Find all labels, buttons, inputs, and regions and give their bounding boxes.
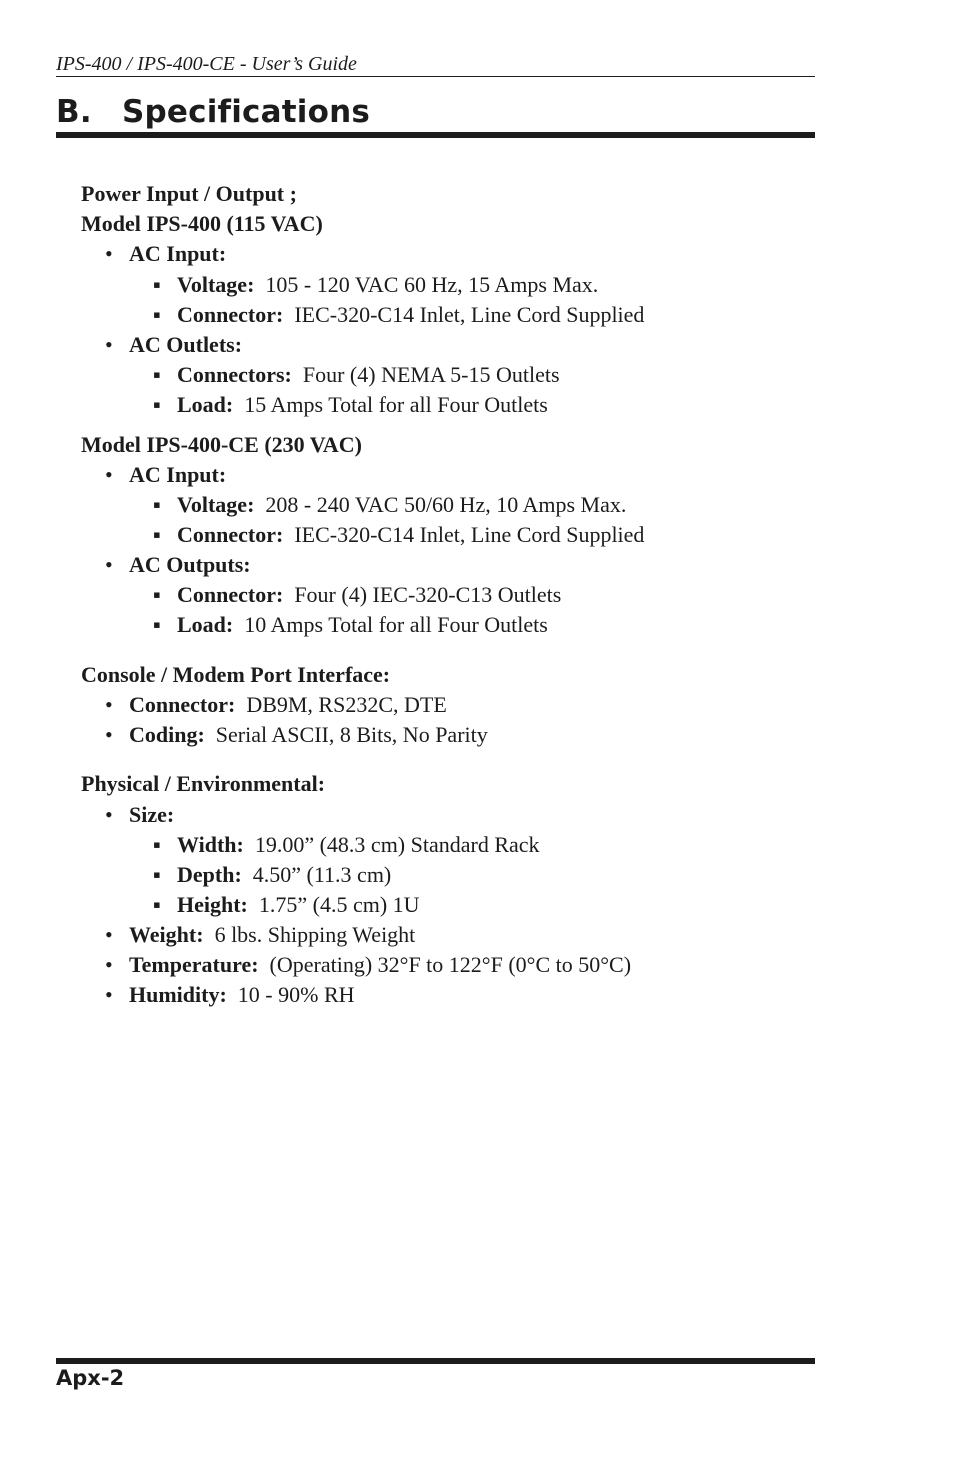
square-marker: ▪ (153, 582, 161, 607)
square-marker: ▪ (153, 492, 161, 517)
connector-value: Four (4) IEC-320-C13 Outlets (294, 582, 562, 607)
list-item (105, 692, 447, 718)
width-value: 19.00” (48.3 cm) Standard Rack (254, 832, 540, 857)
list-item (153, 302, 644, 328)
list-item (105, 552, 251, 578)
list-item (153, 862, 391, 888)
square-marker: ▪ (153, 272, 161, 297)
square-marker: ▪ (153, 392, 161, 417)
square-marker: ▪ (153, 612, 161, 637)
voltage-value: 105 - 120 VAC 60 Hz, 15 Amps Max. (265, 272, 599, 297)
square-marker: ▪ (153, 302, 161, 327)
list-item (105, 952, 631, 978)
temperature-label: Temperature: (129, 952, 259, 977)
voltage-label: Voltage: (177, 492, 255, 517)
list-item (153, 582, 561, 608)
list-item (153, 272, 598, 298)
voltage-label: Voltage: (177, 272, 255, 297)
list-item (153, 492, 626, 518)
connector-value: IEC-320-C14 Inlet, Line Cord Supplied (294, 302, 645, 327)
bullet-marker: • (105, 462, 113, 487)
list-item (153, 362, 560, 388)
list-item (153, 892, 420, 918)
size-label: Size: (129, 802, 175, 827)
physical-heading: Physical / Environmental: (81, 771, 326, 796)
page-number: Apx-2 (56, 1366, 125, 1390)
list-item (153, 522, 644, 548)
weight-label: Weight: (129, 922, 204, 947)
coding-label: Coding: (129, 722, 205, 747)
list-item (105, 332, 242, 358)
depth-value: 4.50” (11.3 cm) (252, 862, 392, 887)
footer-rule (56, 1358, 815, 1364)
model-ips400ce-heading: Model IPS-400-CE (230 VAC) (81, 432, 362, 457)
connector-label: Connector: (177, 522, 284, 547)
load-label: Load: (177, 612, 234, 637)
header-rule (56, 76, 815, 77)
load-value: 15 Amps Total for all Four Outlets (244, 392, 548, 417)
weight-value: 6 lbs. Shipping Weight (214, 922, 416, 947)
square-marker: ▪ (153, 862, 161, 887)
ac-input-label: AC Input: (129, 241, 227, 266)
title-rule (56, 132, 815, 138)
bullet-marker: • (105, 952, 113, 977)
width-label: Width: (177, 832, 244, 857)
height-value: 1.75” (4.5 cm) 1U (258, 892, 420, 917)
bullet-marker: • (105, 802, 113, 827)
square-marker: ▪ (153, 362, 161, 387)
list-item (153, 832, 540, 858)
bullet-marker: • (105, 332, 113, 357)
load-label: Load: (177, 392, 234, 417)
connector-label: Connector: (129, 692, 236, 717)
connector-label: Connector: (177, 302, 284, 327)
humidity-value: 10 - 90% RH (237, 982, 355, 1007)
ac-outputs-label: AC Outputs: (129, 552, 251, 577)
connector-label: Connector: (177, 582, 284, 607)
list-item (153, 392, 548, 418)
list-item (153, 612, 548, 638)
height-label: Height: (177, 892, 248, 917)
voltage-value: 208 - 240 VAC 50/60 Hz, 10 Amps Max. (265, 492, 627, 517)
section-title (56, 92, 370, 132)
console-heading: Console / Modem Port Interface: (81, 662, 391, 687)
bullet-marker: • (105, 922, 113, 947)
load-value: 10 Amps Total for all Four Outlets (244, 612, 548, 637)
list-item (105, 722, 488, 748)
humidity-label: Humidity: (129, 982, 227, 1007)
connector-value: DB9M, RS232C, DTE (246, 692, 447, 717)
bullet-marker: • (105, 722, 113, 747)
square-marker: ▪ (153, 522, 161, 547)
bullet-marker: • (105, 982, 113, 1007)
bullet-marker: • (105, 692, 113, 717)
section-number: B. (56, 94, 92, 130)
running-header: IPS-400 / IPS-400-CE - User’s Guide (56, 53, 357, 75)
square-marker: ▪ (153, 892, 161, 917)
list-item (105, 462, 226, 488)
connectors-value: Four (4) NEMA 5-15 Outlets (302, 362, 560, 387)
connector-value: IEC-320-C14 Inlet, Line Cord Supplied (294, 522, 645, 547)
coding-value: Serial ASCII, 8 Bits, No Parity (215, 722, 488, 747)
bullet-marker: • (105, 552, 113, 577)
power-heading: Power Input / Output ; (81, 181, 297, 206)
bullet-marker: • (105, 241, 113, 266)
section-title-text: Specifications (122, 94, 371, 130)
list-item (105, 982, 355, 1008)
list-item (105, 241, 226, 267)
list-item (105, 802, 174, 828)
list-item (105, 922, 415, 948)
ac-outlets-label: AC Outlets: (129, 332, 243, 357)
model-ips400-heading: Model IPS-400 (115 VAC) (81, 211, 323, 236)
ac-input-label: AC Input: (129, 462, 227, 487)
square-marker: ▪ (153, 832, 161, 857)
depth-label: Depth: (177, 862, 242, 887)
connectors-label: Connectors: (177, 362, 292, 387)
temperature-value: (Operating) 32°F to 122°F (0°C to 50°C) (269, 952, 632, 977)
